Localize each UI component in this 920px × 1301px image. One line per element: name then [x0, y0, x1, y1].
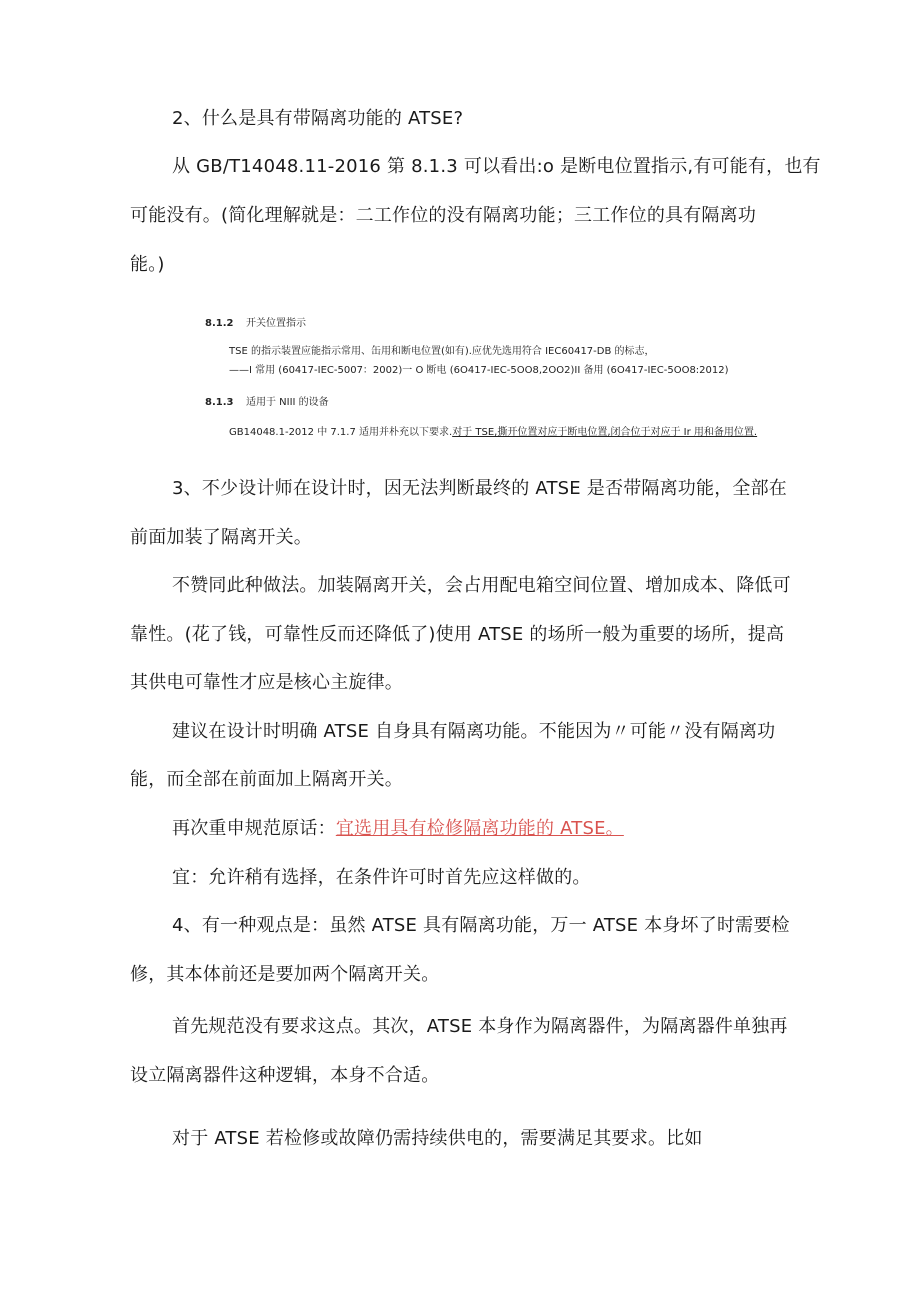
excerpt-813-body — [229, 426, 757, 440]
section-2-paragraph-line-3: 能。) — [130, 254, 165, 275]
standard-quote-link[interactable]: 宜选用具有检修隔离功能的 ATSE。 — [335, 818, 624, 839]
excerpt-813-body-underlined: 对于 TSE,撕开位置对应于断电位置,闭合位于对应于 Ir 用和备用位置. — [452, 427, 758, 438]
section-3-heading-line-2: 前面加装了隔离开关。 — [130, 527, 312, 548]
excerpt-812-title: 开关位置指示 — [246, 318, 306, 329]
section-2-paragraph-line-2: 可能没有。(简化理解就是：二工作位的没有隔离功能；三工作位的具有隔离功 — [130, 205, 757, 226]
excerpt-812-body-line-1: TSE 的指示装置应能指示常用、缶用和断电位置(如有).应优先选用符合 IEC60417-DB 的标志， — [229, 346, 655, 357]
section-4-heading-line-1: 4、有一种观点是：虽然 ATSE 具有隔离功能，万一 ATSE 本身坏了时需要检 — [172, 915, 790, 936]
excerpt-812-number: 8.1.2 — [205, 318, 234, 329]
section-2-heading: 2、什么是具有带隔离功能的 ATSE? — [172, 108, 464, 129]
section-3-paragraph-3-line-2: 能，而全部在前面加上隔离开关。 — [130, 769, 403, 790]
restate-prefix: 再次重申规范原话： — [172, 818, 336, 839]
section-4-heading-line-2: 修，其本体前还是要加两个隔离开关。 — [130, 964, 440, 985]
section-3-paragraph-3-line-1: 建议在设计时明确 ATSE 自身具有隔离功能。不能因为〃可能〃没有隔离功 — [172, 721, 776, 742]
section-3-heading-line-1: 3、不少设计师在设计时，因无法判断最终的 ATSE 是否带隔离功能，全部在 — [172, 478, 788, 499]
section-2-paragraph-line-1: 从 GB/T14048.11-2016 第 8.1.3 可以看出:o 是断电位置指示,有可能有，也有 — [172, 156, 821, 177]
excerpt-813-number: 8.1.3 — [205, 397, 234, 408]
section-3-paragraph-2-line-3: 其供电可靠性才应是核心主旋律。 — [130, 672, 403, 693]
section-3-paragraph-4 — [172, 817, 852, 841]
excerpt-812-body-line-2: ——I 常用 (60417-IEC-5007：2002)一 O 断电 (6O417-IEC-5OO8,2OO2)II 备用 (6O417-IEC-5OO8:2012) — [229, 365, 729, 376]
section-4-paragraph-2-line-1: 首先规范没有要求这点。其次，ATSE 本身作为隔离器件，为隔离器件单独再 — [172, 1016, 788, 1037]
section-3-paragraph-5: 宜：允许稍有选择，在条件许可时首先应这样做的。 — [172, 867, 591, 888]
excerpt-813-body-plain: GB14048.1-2012 中 7.1.7 适用并朴充以下要求. — [229, 427, 453, 438]
section-4-paragraph-3: 对于 ATSE 若检修或故障仍需持续供电的，需要满足其要求。比如 — [172, 1128, 703, 1149]
section-4-paragraph-2-line-2: 设立隔离器件这种逻辑，本身不合适。 — [130, 1065, 440, 1086]
section-3-paragraph-2-line-2: 靠性。(花了钱，可靠性反而还降低了)使用 ATSE 的场所一般为重要的场所，提高 — [130, 624, 785, 645]
excerpt-813-title: 适用于 NIII 的设备 — [246, 397, 329, 408]
section-3-paragraph-2-line-1: 不赞同此种做法。加装隔离开关，会占用配电箱空间位置、增加成本、降低可 — [172, 575, 791, 596]
